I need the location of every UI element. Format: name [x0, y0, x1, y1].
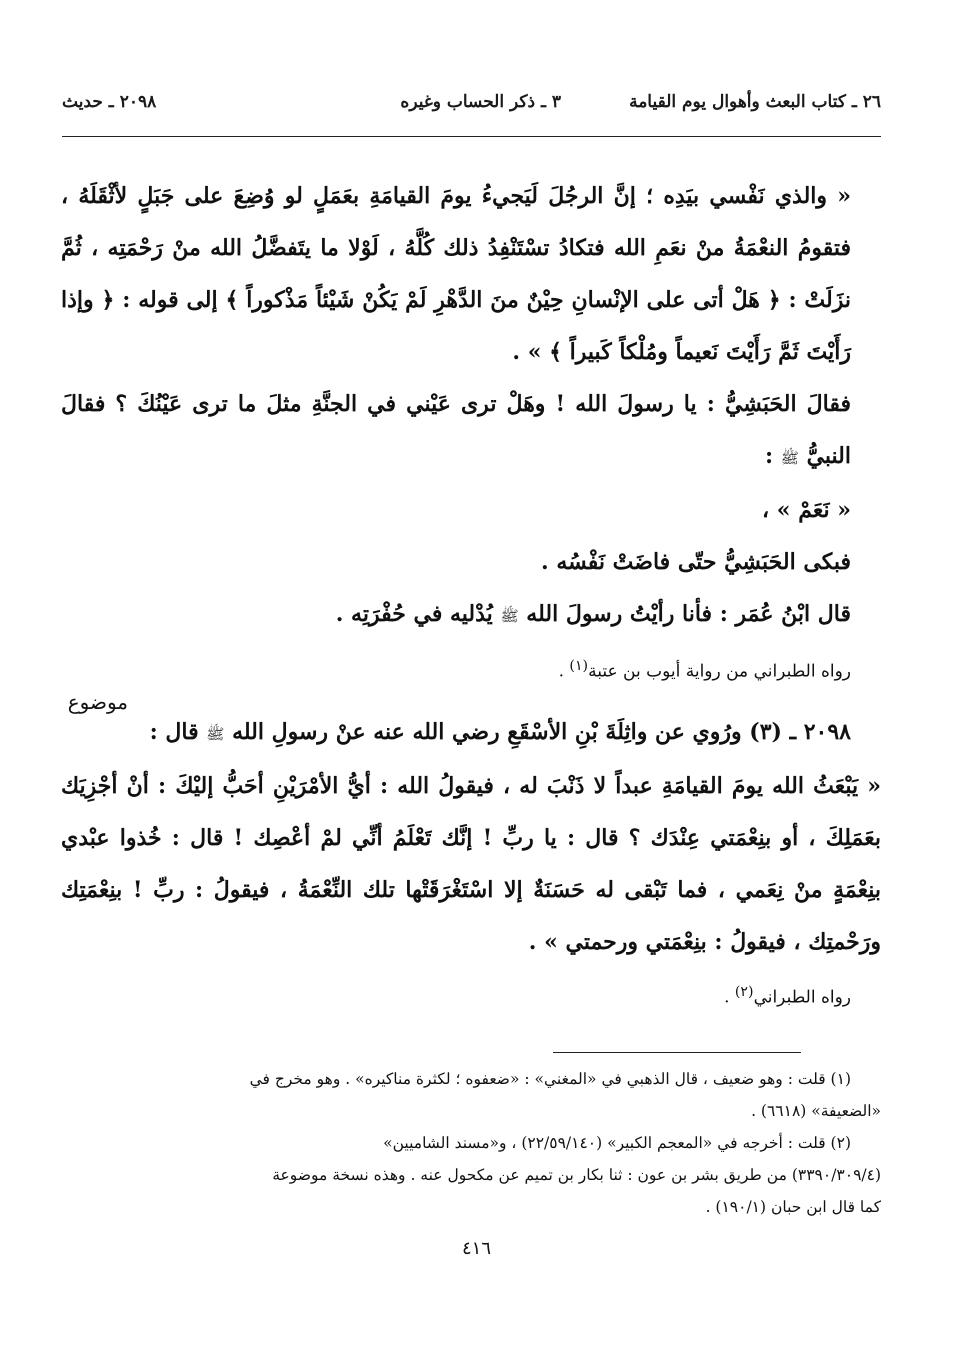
paragraph-4: فبكى الحَبَشِيُّ حتّى فاضَتْ نَفْسُه .	[541, 549, 851, 575]
hadith-2-text: « يَبْعَثُ الله يومَ القيامَةِ عبداً لا ذَنْبَ له ، فيقولُ الله : أيُّ الأمْرَيْنِ أحَبُّ إليْكَ : أنْ أجْزِيَك بعَمَلِكَ ، أو بنِعْمَتي عِنْدَك ؟ قال : يا ربِّ ! إنَّك تَعْلَمُ أنِّي لمْ أعْصِك ! قال : خُذوا عبْدي بنِعْمَةٍ منْ نِعَمي ، فما تَبْقى له حَسَنَةٌ إلا اسْتَغْرَقَتْها تلك النِّعْمَةُ ، فيقولُ : ربِّ ! بنِعْمَتِك ورَحْمتِك ، فيقولُ : بنِعْمَتي ورحمتي » .	[61, 772, 881, 955]
salawat-glyph: ﷺ	[500, 607, 519, 625]
paragraph-5	[61, 588, 881, 642]
footnote-divider	[553, 1052, 801, 1053]
paragraph-5-start: قال ابْنُ عُمَر : فأنا رأيْتُ رسولَ الله	[526, 601, 851, 627]
paragraph-1: « والذي نَفْسي بيَدِه ؛ إنَّ الرجُلَ لَيَجيءُ يومَ القيامَةِ بعَمَلٍ لو وُضِعَ على جَبَلٍ لأثْقَلَهُ ، فتقومُ النعْمَةُ منْ نعَمِ الله فتكادُ تسْتَنْفِدُ ذلك كُلَّهُ ، لَوْلا ما يتَفضَّلُ الله منْ رَحْمَتِه ، ثُمَّ نزَلَتْ : ﴿ هَلْ أتى على الإنْسانِ حِيْنٌ منَ الدَّهْرِ لَمْ يَكُنْ شَيْئاً مَذْكوراً ﴾ إلى قوله : ﴿ وإذا رَأَيْتَ ثَمَّ رَأَيْتَ نَعيماً ومُلْكاً كَبيراً ﴾ » .	[61, 183, 851, 365]
source-citation-1	[61, 646, 881, 692]
hadith-2-intro	[61, 706, 881, 760]
header-hadith-ref: ٢٠٩٨ ـ حديث	[62, 92, 157, 112]
paragraph-2-start: فقالَ الحَبَشِيُّ : يا رسولَ الله ! وهَلْ ترى عَيْني في الجنَّةِ مثلَ ما ترى عَيْنُكَ ؟ فقالَ النبيُّ	[61, 391, 851, 469]
paragraph-2	[61, 378, 881, 484]
header-chapter-title: ٣ ـ ذكر الحساب وغيره	[400, 92, 561, 112]
paragraph-3: « نَعَمْ » ،	[762, 497, 851, 523]
footnote-1-line-2: «الضعيفة» (٦٦١٨) .	[751, 1102, 881, 1120]
header-divider	[62, 136, 881, 137]
salawat-glyph: ﷺ	[206, 724, 225, 743]
paragraph-2-end: :	[764, 443, 774, 469]
main-text	[61, 170, 881, 1031]
source-2-text: رواه الطبراني	[753, 987, 851, 1008]
salawat-glyph: ﷺ	[780, 449, 799, 467]
margin-grade-label: موضوع	[67, 690, 128, 714]
hadith-2-intro-text: ٢٠٩٨ ـ (٣) ورُوي عن واثِلَةَ بْنِ الأسْقَعِ رضي الله عنه عنْ رسولِ الله	[232, 718, 851, 745]
source-1-text: رواه الطبراني من رواية أيوب بن عتبة	[588, 661, 851, 682]
source-citation-2	[61, 972, 881, 1018]
paragraph-5-end: يُدْليه في حُفْرَتِه .	[335, 601, 493, 627]
footnotes	[61, 1064, 881, 1224]
source-2-end: .	[724, 987, 735, 1008]
footnote-2-line-1: (٢) قلت : أخرجه في «المعجم الكبير» (٢٢/٥٩/١٤٠) ، و«مسند الشاميين»	[383, 1134, 851, 1152]
footnote-1-line-1: (١) قلت : وهو ضعيف ، قال الذهبي في «المغني» : «ضعفوه ؛ لكثرة مناكيره» . وهو مخرج في	[249, 1070, 851, 1088]
hadith-2-intro-end: قال :	[149, 718, 199, 745]
page-number: ٤١٦	[461, 1238, 491, 1259]
running-header	[62, 92, 881, 122]
footnote-2-line-3: كما قال ابن حبان (١٩٠/١) .	[705, 1198, 881, 1216]
header-book-title: ٢٦ ـ كتاب البعث وأهوال يوم القيامة	[629, 92, 881, 112]
source-1-end: .	[558, 661, 570, 682]
footnote-marker-2: (٢)	[734, 983, 754, 1000]
footnote-marker-1: (١)	[569, 658, 589, 674]
footnote-2-line-2: (٣٣٩٠/٣٠٩/٤) من طريق بشر بن عون : ثنا بكار بن تميم عن مكحول عنه . وهذه نسخة موضوعة	[272, 1166, 881, 1184]
